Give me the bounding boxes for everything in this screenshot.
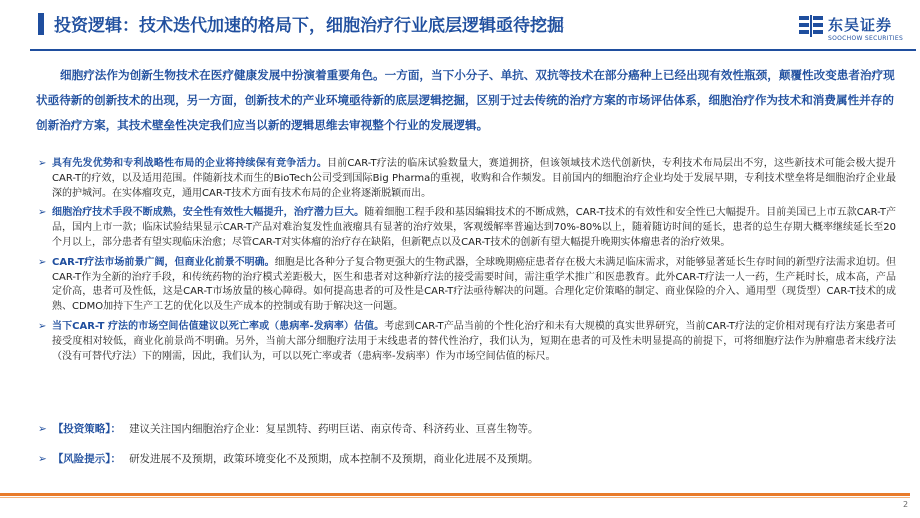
key-point-lead: CAR-T疗法市场前景广阔，但商业化前景不明确。 [52,256,275,268]
key-point-3 [38,256,896,315]
bullet-arrow-icon: ➢ [38,256,47,268]
key-point-lead: 具有先发优势和专利战略性布局的企业将持续保有竞争活力。 [52,158,328,169]
key-point-1 [38,157,896,201]
footer-bar [0,493,910,496]
risk-tag: 【风险提示】： [52,453,122,465]
bullet-arrow-icon: ➢ [38,423,47,435]
header [0,0,920,50]
risk-text: 研发进展不及预期，政策环境变化不及预期，成本控制不及预期，商业化进展不及预期。 [129,453,539,465]
logo-text-en: SOOCHOW SECURITIES [828,35,904,42]
key-point-2 [38,206,896,250]
bullet-arrow-icon: ➢ [38,207,47,219]
header-divider [30,49,916,51]
key-point-text: 目前CAR-T疗法的临床试验数量大，赛道拥挤，但该领域技术迭代创新快，专利技术布局层出不穷，这些新技术可能会极大提升CAR-T的疗效，以及适用范围。伴随新技术而生的BioTech公司受到国际Big Pharma的重视，收购和合作频发。目前国内的细胞治疗企业均处于发展早期，专利技术壁垒将是细胞治疗企业最深的护城河。在实体瘤攻克，通用CAR-T技术方面有技术布局的企业将逐渐脱颖而出。 [52,158,897,199]
strategy-tag: 【投资策略】： [52,423,122,435]
bullet-arrow-icon: ➢ [38,158,47,169]
logo-text-cn: 东吴证券 [828,16,893,34]
title-accent-bar [38,13,44,35]
key-point-text: 考虑到CAR-T产品当前的个性化治疗和未有大规模的真实世界研究，当前CAR-T疗法的定价相对现有疗法方案患者可接受度相对较低，商业化前景尚不明确。另外，当前大部分细胞疗法用于末线患者的替代性治疗，我们认为，短期在患者的可及性未明显提高的前提下，可将细胞疗法作为肿瘤患者末线疗法（没有可替代疗法）下的刚需，因此，我们认为，可以以死亡率或者（患病率-发病率）作为市场空间估值的标尺。 [52,320,896,362]
footer-bar-thin [0,497,910,498]
key-point-text: 随着细胞工程手段和基因编辑技术的不断成熟，CAR-T技术的有效性和安全性已大幅提升。目前美国已上市五款CAR-T产品，国内上市一款；临床试验结果显示CAR-T产品对难治复发性血液瘤具有显著的治疗效果，客观缓解率普遍达到70%-80%以上，随着随访时间的延长，患者的总生存期大概率继续延长至20个月以上，部分患者有望实现临床治愈；尽管CAR-T对实体瘤的治疗存在缺陷，但新靶点以及CAR-T技术的创新有望大幅提升晚期实体瘤患者的治疗效果。 [52,207,897,248]
key-point-4 [38,320,896,364]
company-logo [798,13,916,47]
bullet-arrow-icon: ➢ [38,453,47,465]
bullet-arrow-icon: ➢ [38,320,47,332]
key-point-lead: 细胞治疗技术手段不断成熟，安全性有效性大幅提升，治疗潜力巨大。 [52,207,365,219]
strategy-text: 建议关注国内细胞治疗企业：复星凯特、药明巨诺、南京传奇、科济药业、亘喜生物等。 [129,423,539,435]
key-points-list [38,157,896,369]
page-number: 2 [903,500,909,509]
risk-warning [38,451,898,466]
key-point-text: 细胞是比各种分子复合物更强大的生物武器，全球晚期癌症患者存在极大未满足临床需求，对能够显著延长生存时间的新型疗法需求迫切。但CAR-T作为全新的治疗手段，和传统药物的治疗模式差距极大，医生和患者对这种新疗法的接受需要时间，需注重学术推广和医患教育。此外CAR-T疗法一人一药，生产耗时长，成本高，产品定价高，患者可及性低，这是CAR-T市场放量的核心障碍。如何提高患者的可及性是CAR-T疗法亟待解决的问题。合理化定价策略的制定、商业保险的介入、通用型（现货型）CAR-T技术的成熟、CDMO加持下生产工艺的优化以及生产成本的控制或有助于解决这一问题。 [52,256,897,313]
key-point-lead: 当下CAR-T 疗法的市场空间估值建议以死亡率或（患病率-发病率）估值。 [52,320,385,332]
page-title: 投资逻辑：技术迭代加速的格局下，细胞治疗行业底层逻辑亟待挖掘 [54,16,564,36]
investment-strategy [38,421,898,436]
soochow-logo-mark-icon [798,13,824,39]
intro-paragraph: 细胞疗法作为创新生物技术在医疗健康发展中扮演着重要角色。一方面，当下小分子、单抗、双抗等技术在部分癌种上已经出现有效性瓶颈，颠覆性改变患者治疗现状亟待新的创新技术的出现，另一方面，创新技术的产业环境亟待新的底层逻辑挖掘，区别于过去传统的治疗方案的市场评估体系，细胞治疗作为技术和消费属性并存的创新治疗方案，其技术壁垒性决定我们应当以新的逻辑思维去审视整个行业的发展逻辑。 [36,68,895,132]
